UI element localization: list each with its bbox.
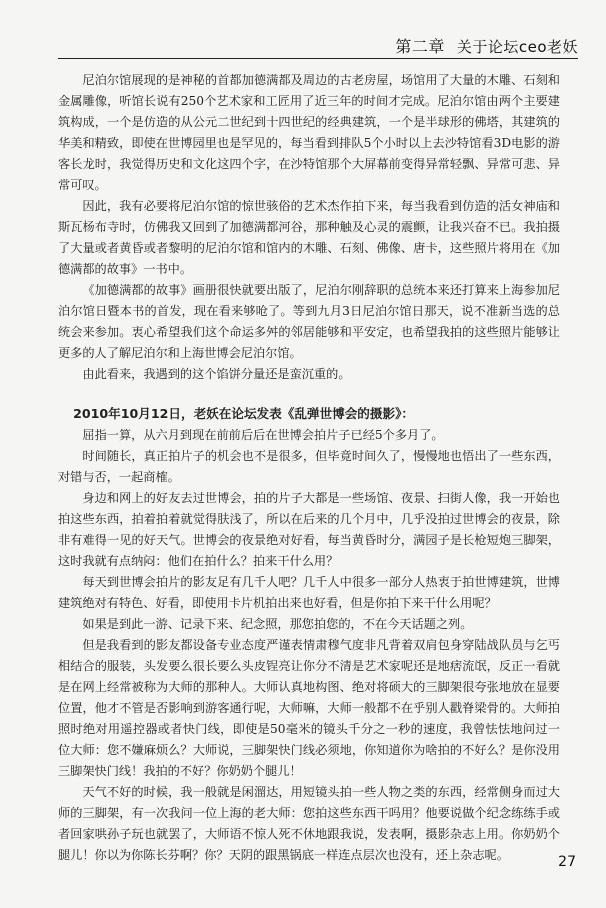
paragraph: 如果是到此一游、记录下来、纪念照，那您拍您的，不在今天话题之列。 <box>82 617 473 631</box>
running-header <box>0 0 606 58</box>
chapter-title: 关于论坛ceo老妖 <box>456 38 578 56</box>
paragraph: 因此，我有必要将尼泊尔馆的惊世骇俗的艺术杰作拍下来，每当我看到仿造的活女神庙和斯瓦杨布寺时，仿佛我又回到了加德满都河谷，那种触及心灵的震颤，让我兴奋不已。我拍摄了大量或者黄昏或者黎明的尼泊尔馆和馆内的木雕、石刻、佛像、唐卡，这些照片将用在《加德满都的故事》一书中。 <box>58 199 560 276</box>
page-number: 27 <box>558 854 576 870</box>
chapter-heading <box>395 34 578 57</box>
paragraph: 但是我看到的影友都设备专业态度严谨表情肃穆气度非凡背着双肩包身穿陆战队员与乞丐相结合的服装，头发要么很长要么头皮锃亮让你分不清是艺术家呢还是地痞流氓，反正一看就是在网上经常被称为大师的那种人。大师认真地构图、绝对将硕大的三脚架很夸张地放在显要位置，他才不管是否影响到游客通行呢，大师嘛，大师一般都不在乎别人戳脊梁骨的。大师拍照时绝对用遥控器或者快门线，即使是50毫米的镜头千分之一秒的速度，我曾怯怯地问过一位大师：您不嫌麻烦么？大师说，三脚架快门线必须地，你知道你为啥拍的不好么？是你没用三脚架快门线！我拍的不好？你奶奶个腿儿！ <box>58 638 560 778</box>
paragraph: 天气不好的时候，我一般就是闲溜达，用短镜头拍一些人物之类的东西，经常侧身而过大师的三脚架，有一次我问一位上海的老大师：您拍这些东西干吗用？他要说做个纪念练练手或者回家哄孙子玩也就罢了，大师语不惊人死不休地跟我说，发表啊，摄影杂志上用。你奶奶个腿儿！你以为你陈长芬啊？你？天阴的跟黑锅底一样连点层次也没有，还上杂志呢。 <box>58 785 560 862</box>
paragraph: 由此看来，我遇到的这个馅饼分量还是蛮沉重的。 <box>82 367 351 381</box>
paragraph: 每天到世博会拍片的影友足有几千人吧？几千人中很多一部分人热衷于拍世博建筑，世博建筑绝对有特色、好看，即使用卡片机拍出来也好看，但是你拍下来干什么用呢？ <box>58 575 560 610</box>
section-spacer <box>58 385 560 395</box>
paragraph: 时间随长，真正拍片子的机会也不是很多，但毕竟时间久了，慢慢地也悟出了一些东西，对错与否，一起商榷。 <box>58 449 560 484</box>
body-text <box>58 70 560 866</box>
paragraph: 尼泊尔馆展现的是神秘的首都加德满都及周边的古老房屋，场馆用了大量的木雕、石刻和金属雕像，听馆长说有250个艺术家和工匠用了近三年的时间才完成。尼泊尔馆由两个主要建筑构成，一个是仿造的从公元二世纪到十四世纪的经典建筑，一个是半球形的佛塔，其建筑的华美和精致，即使在世博园里也是罕见的，每当看到排队5个小时以上去沙特馆看3D电影的游客长龙时，我觉得历史和文化这四个字，在沙特馆那个大屏幕前变得异常轻飘、异常可悲、异常可叹。 <box>58 73 560 192</box>
chapter-number: 第二章 <box>395 37 445 56</box>
paragraph: 《加德满都的故事》画册很快就要出版了，尼泊尔刚辞职的总统本来还打算来上海参加尼泊尔馆日暨本书的首发，现在看来够呛了。等到九月3日尼泊尔馆日那天，说不准新当选的总统会来参加。衷心希望我们这个命运多舛的邻居能够和平安定，也希望我拍的这些照片能够让更多的人了解尼泊尔和上海世博会尼泊尔馆。 <box>58 283 560 360</box>
paragraph: 身边和网上的好友去过世博会，拍的片子大都是一些场馆、夜景、扫街人像，我一开始也拍这些东西，拍着拍着就觉得肤浅了，所以在后来的几个月中，几乎没拍过世博会的夜景，除非有难得一见的好天气。世博会的夜景绝对好看，每当黄昏时分，满园子是长枪短炮三脚架，这时我就有点纳闷：他们在拍什么？拍来干什么用？ <box>58 491 560 568</box>
header-divider <box>58 58 578 59</box>
section-heading: 2010年10月12日，老妖在论坛发表《乱弹世博会的摄影》： <box>73 406 414 421</box>
paragraph: 屈指一算，从六月到现在前前后后在世博会拍片子已经5个多月了。 <box>82 428 444 442</box>
